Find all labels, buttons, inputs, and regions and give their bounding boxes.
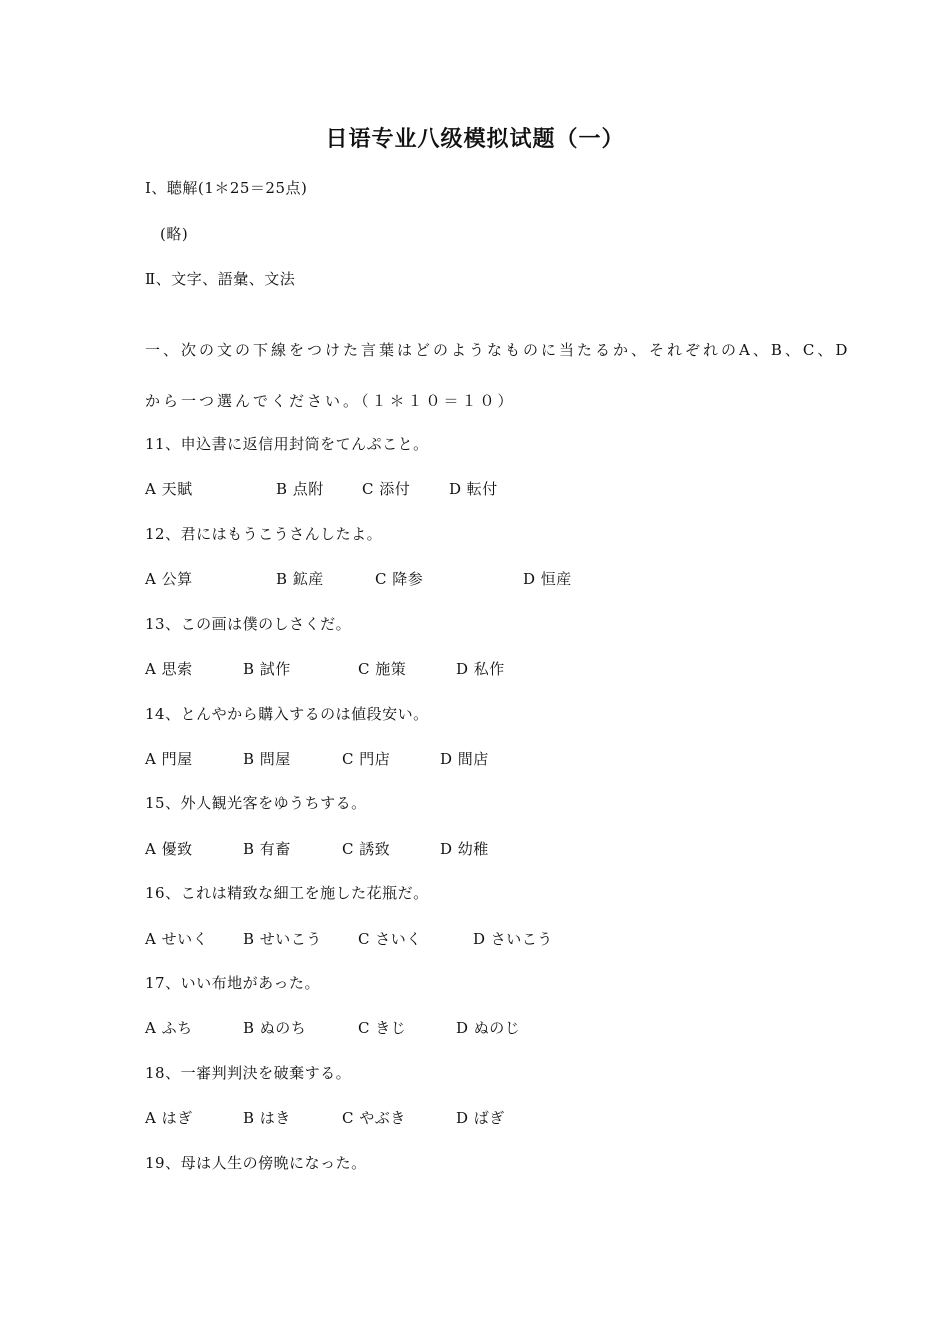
question-19: 19、母は人生の傍晩になった。 — [145, 1154, 367, 1172]
option-b: B 有畜 — [243, 840, 291, 858]
option-a: A せいく — [145, 930, 209, 948]
question-14-options — [145, 748, 845, 768]
section-listening-heading: Ⅰ、聴解(1＊25＝25点) — [145, 179, 308, 197]
option-c: C やぶき — [342, 1109, 406, 1127]
question-16-options — [145, 928, 845, 948]
option-d: D ぬのじ — [456, 1019, 521, 1037]
option-d: D 私作 — [456, 660, 505, 678]
option-c: C 誘致 — [342, 840, 391, 858]
option-a: A 門屋 — [145, 750, 193, 768]
question-11: 11、申込書に返信用封筒をてんぷこと。 — [145, 435, 429, 453]
question-17: 17、いい布地があった。 — [145, 974, 320, 992]
question-15: 15、外人観光客をゆうちする。 — [145, 794, 367, 812]
option-a: A 思索 — [145, 660, 193, 678]
question-12-options — [145, 568, 845, 588]
option-d: D 転付 — [449, 480, 498, 498]
option-c: C きじ — [358, 1019, 407, 1037]
question-18-options — [145, 1107, 845, 1127]
question-15-options — [145, 838, 845, 858]
option-c: C 施策 — [358, 660, 407, 678]
option-a: A 優致 — [145, 840, 193, 858]
question-13-options — [145, 658, 845, 678]
question-14: 14、とんやから購入するのは値段安い。 — [145, 705, 429, 723]
question-12: 12、君にはもうこうさんしたよ。 — [145, 525, 383, 543]
option-c: C 門店 — [342, 750, 391, 768]
option-b: B はき — [243, 1109, 291, 1127]
question-18: 18、一審判判決を破棄する。 — [145, 1064, 352, 1082]
section-vocabulary-heading: Ⅱ、文字、語彙、文法 — [145, 270, 296, 288]
question-13: 13、この画は僕のしさくだ。 — [145, 615, 352, 633]
option-a: A はぎ — [145, 1109, 193, 1127]
option-b: B 問屋 — [243, 750, 291, 768]
option-b: B せいこう — [243, 930, 322, 948]
question-11-options — [145, 478, 845, 498]
document-title: 日语专业八级模拟试题（一） — [325, 126, 625, 152]
option-a: A 天賦 — [145, 480, 193, 498]
option-b: B 試作 — [243, 660, 291, 678]
option-b: B 点附 — [276, 480, 324, 498]
instruction-line-2: から一つ選んでください。（１＊１０＝１０） — [145, 392, 516, 410]
question-17-options — [145, 1017, 845, 1037]
question-16: 16、これは精致な細工を施した花瓶だ。 — [145, 884, 429, 902]
option-c: C 添付 — [362, 480, 411, 498]
option-b: B ぬのち — [243, 1019, 307, 1037]
section-listening-note: (略) — [160, 225, 189, 243]
option-d: D 恒産 — [523, 570, 572, 588]
option-b: B 鉱産 — [276, 570, 324, 588]
option-a: A 公算 — [145, 570, 193, 588]
option-c: C 降参 — [375, 570, 424, 588]
option-c: C さいく — [358, 930, 422, 948]
option-a: A ふち — [145, 1019, 193, 1037]
instruction-line-1: 一、次の文の下線をつけた言葉はどのようなものに当たるか、それぞれのA、B、C、D — [145, 341, 851, 359]
option-d: D ばぎ — [456, 1109, 505, 1127]
option-d: D さいこう — [473, 930, 553, 948]
option-d: D 幼稚 — [440, 840, 489, 858]
option-d: D 間店 — [440, 750, 489, 768]
